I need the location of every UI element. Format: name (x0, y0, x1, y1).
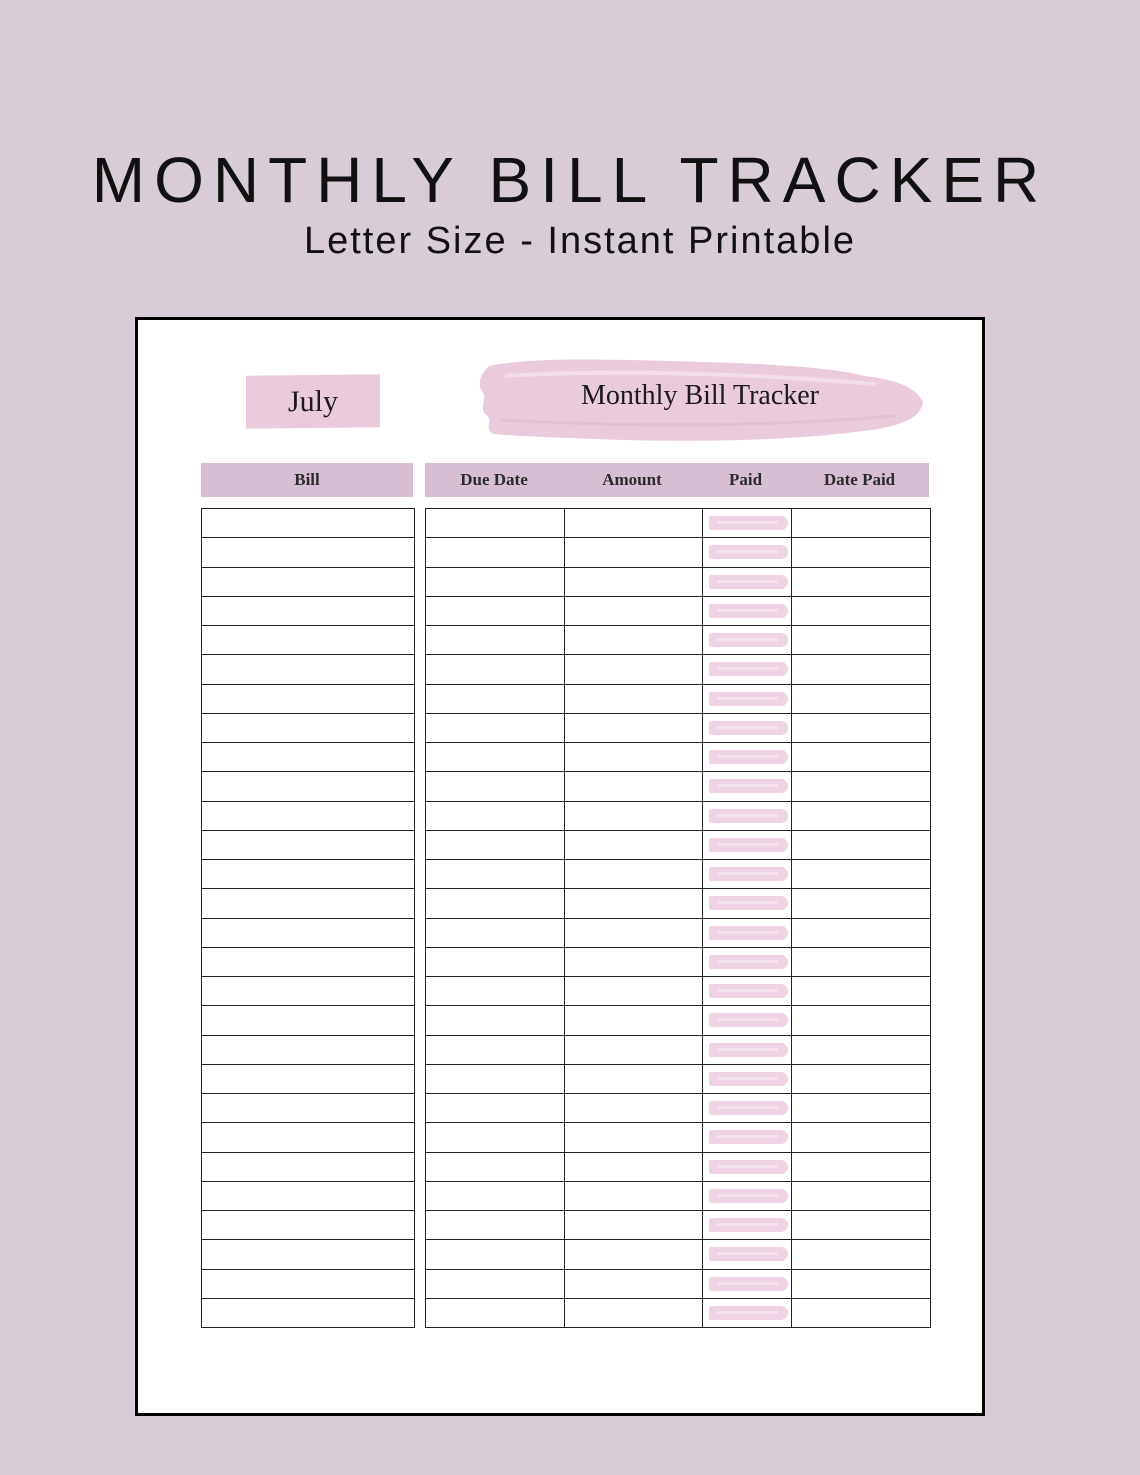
header-bill: Bill (294, 470, 320, 489)
paid-cell[interactable] (702, 538, 791, 566)
bill-cell[interactable] (202, 860, 414, 888)
details-table (425, 508, 931, 1328)
bill-cell[interactable] (202, 538, 414, 566)
paid-cell[interactable] (702, 626, 791, 654)
bill-row (202, 860, 414, 889)
bill-cell[interactable] (202, 1036, 414, 1064)
sheet-heading: Monthly Bill Tracker (580, 379, 819, 411)
detail-row (426, 772, 930, 801)
bill-cell[interactable] (202, 1182, 414, 1210)
amount-cell[interactable] (564, 538, 702, 566)
amount-cell[interactable] (564, 655, 702, 683)
bill-row (202, 1123, 414, 1152)
bill-cell[interactable] (202, 655, 414, 683)
bill-cell[interactable] (202, 948, 414, 976)
due-date-cell[interactable] (426, 538, 564, 566)
due-date-cell[interactable] (426, 1270, 564, 1298)
detail-row (426, 714, 930, 743)
date-paid-cell[interactable] (791, 509, 930, 537)
bill-cell[interactable] (202, 685, 414, 713)
paid-cell[interactable] (702, 509, 791, 537)
due-date-cell[interactable] (426, 1065, 564, 1093)
due-date-cell[interactable] (426, 1182, 564, 1210)
amount-cell[interactable] (564, 509, 702, 537)
date-paid-cell[interactable] (791, 1006, 930, 1034)
paid-brush-icon (709, 1043, 788, 1057)
bill-row (202, 1094, 414, 1123)
due-date-cell[interactable] (426, 597, 564, 625)
amount-cell[interactable] (564, 1211, 702, 1239)
amount-cell[interactable] (564, 831, 702, 859)
bill-row (202, 1240, 414, 1269)
paid-brush-icon (709, 1130, 788, 1144)
date-paid-cell[interactable] (791, 1182, 930, 1210)
details-header (425, 463, 929, 497)
detail-row (426, 597, 930, 626)
amount-cell[interactable] (564, 597, 702, 625)
due-date-cell[interactable] (426, 802, 564, 830)
detail-row (426, 1211, 930, 1240)
amount-cell[interactable] (564, 568, 702, 596)
paid-brush-icon (709, 1277, 788, 1291)
bill-cell[interactable] (202, 714, 414, 742)
bill-cell[interactable] (202, 1240, 414, 1268)
date-paid-cell[interactable] (791, 1153, 930, 1181)
paid-brush-icon (709, 955, 788, 969)
bill-cell[interactable] (202, 626, 414, 654)
paid-brush-icon (709, 1189, 788, 1203)
paid-cell[interactable] (702, 1094, 791, 1122)
paid-brush-icon (709, 1247, 788, 1261)
bill-cell[interactable] (202, 831, 414, 859)
amount-cell[interactable] (564, 919, 702, 947)
bill-cell[interactable] (202, 1211, 414, 1239)
bill-row (202, 1211, 414, 1240)
due-date-cell[interactable] (426, 1299, 564, 1327)
bill-row (202, 568, 414, 597)
paid-brush-icon (709, 1072, 788, 1086)
month-label (246, 374, 380, 428)
header-paid: Paid (728, 470, 763, 489)
detail-row (426, 831, 930, 860)
due-date-cell[interactable] (426, 714, 564, 742)
detail-row (426, 889, 930, 918)
date-paid-cell[interactable] (791, 919, 930, 947)
paid-cell[interactable] (702, 889, 791, 917)
amount-cell[interactable] (564, 1153, 702, 1181)
paid-cell[interactable] (702, 714, 791, 742)
bill-row (202, 1036, 414, 1065)
date-paid-cell[interactable] (791, 1065, 930, 1093)
bill-cell[interactable] (202, 1094, 414, 1122)
paid-cell[interactable] (702, 919, 791, 947)
detail-row (426, 568, 930, 597)
amount-cell[interactable] (564, 948, 702, 976)
amount-cell[interactable] (564, 743, 702, 771)
paid-cell[interactable] (702, 1270, 791, 1298)
bill-cell[interactable] (202, 1299, 414, 1327)
paid-cell[interactable] (702, 568, 791, 596)
detail-row (426, 977, 930, 1006)
bill-cell[interactable] (202, 802, 414, 830)
paid-cell[interactable] (702, 743, 791, 771)
header-date-paid: Date Paid (823, 470, 896, 489)
paid-brush-icon (709, 750, 788, 764)
bill-row (202, 1006, 414, 1035)
bill-cell[interactable] (202, 1065, 414, 1093)
bill-row (202, 1299, 414, 1328)
bill-row (202, 1065, 414, 1094)
detail-row (426, 1006, 930, 1035)
amount-cell[interactable] (564, 772, 702, 800)
amount-cell[interactable] (564, 714, 702, 742)
bill-row (202, 772, 414, 801)
paid-brush-icon (709, 926, 788, 940)
bill-row (202, 831, 414, 860)
detail-row (426, 626, 930, 655)
due-date-cell[interactable] (426, 655, 564, 683)
bill-row (202, 977, 414, 1006)
bill-cell[interactable] (202, 1153, 414, 1181)
detail-row (426, 1123, 930, 1152)
bill-cell[interactable] (202, 919, 414, 947)
due-date-cell[interactable] (426, 509, 564, 537)
date-paid-cell[interactable] (791, 1299, 930, 1327)
bill-row (202, 509, 414, 538)
detail-row (426, 1299, 930, 1328)
detail-row (426, 919, 930, 948)
bill-row (202, 685, 414, 714)
paid-cell[interactable] (702, 1299, 791, 1327)
date-paid-cell[interactable] (791, 1240, 930, 1268)
due-date-cell[interactable] (426, 948, 564, 976)
bill-header (201, 463, 413, 497)
paid-brush-icon (709, 779, 788, 793)
detail-row (426, 685, 930, 714)
due-date-cell[interactable] (426, 1036, 564, 1064)
paid-cell[interactable] (702, 1006, 791, 1034)
due-date-cell[interactable] (426, 889, 564, 917)
paid-brush-icon (709, 1013, 788, 1027)
amount-cell[interactable] (564, 1065, 702, 1093)
amount-cell[interactable] (564, 802, 702, 830)
detail-row (426, 1270, 930, 1299)
bill-row (202, 743, 414, 772)
paid-cell[interactable] (702, 802, 791, 830)
header-amount: Amount (602, 470, 662, 489)
detail-row (426, 802, 930, 831)
date-paid-cell[interactable] (791, 743, 930, 771)
amount-cell[interactable] (564, 626, 702, 654)
amount-cell[interactable] (564, 1094, 702, 1122)
bill-row (202, 1270, 414, 1299)
paid-cell[interactable] (702, 1240, 791, 1268)
due-date-cell[interactable] (426, 1240, 564, 1268)
paid-cell[interactable] (702, 948, 791, 976)
paid-brush-icon (709, 721, 788, 735)
date-paid-cell[interactable] (791, 948, 930, 976)
detail-row (426, 948, 930, 977)
month-text: July (287, 384, 338, 418)
amount-cell[interactable] (564, 1006, 702, 1034)
paid-brush-icon (709, 809, 788, 823)
paid-brush-icon (709, 896, 788, 910)
paid-brush-icon (709, 1160, 788, 1174)
bill-row (202, 655, 414, 684)
date-paid-cell[interactable] (791, 1036, 930, 1064)
due-date-cell[interactable] (426, 626, 564, 654)
paid-brush-icon (709, 545, 788, 559)
detail-row (426, 860, 930, 889)
amount-cell[interactable] (564, 977, 702, 1005)
paid-cell[interactable] (702, 655, 791, 683)
bill-row (202, 948, 414, 977)
bill-cell[interactable] (202, 1270, 414, 1298)
paid-cell[interactable] (702, 685, 791, 713)
bill-row (202, 714, 414, 743)
date-paid-cell[interactable] (791, 889, 930, 917)
date-paid-cell[interactable] (791, 714, 930, 742)
bill-row (202, 802, 414, 831)
paid-brush-icon (709, 1101, 788, 1115)
due-date-cell[interactable] (426, 977, 564, 1005)
detail-row (426, 1065, 930, 1094)
header-due-date: Due Date (460, 470, 528, 489)
bill-row (202, 1153, 414, 1182)
paid-cell[interactable] (702, 1036, 791, 1064)
paid-brush-icon (709, 604, 788, 618)
due-date-cell[interactable] (426, 772, 564, 800)
bill-cell[interactable] (202, 772, 414, 800)
amount-cell[interactable] (564, 889, 702, 917)
detail-row (426, 743, 930, 772)
date-paid-cell[interactable] (791, 802, 930, 830)
bill-row (202, 597, 414, 626)
due-date-cell[interactable] (426, 1211, 564, 1239)
date-paid-cell[interactable] (791, 685, 930, 713)
date-paid-cell[interactable] (791, 626, 930, 654)
amount-cell[interactable] (564, 685, 702, 713)
bill-cell[interactable] (202, 568, 414, 596)
due-date-cell[interactable] (426, 860, 564, 888)
paid-brush-icon (709, 867, 788, 881)
due-date-cell[interactable] (426, 685, 564, 713)
bill-cell[interactable] (202, 743, 414, 771)
paid-cell[interactable] (702, 1153, 791, 1181)
bill-cell[interactable] (202, 889, 414, 917)
due-date-cell[interactable] (426, 1123, 564, 1151)
due-date-cell[interactable] (426, 831, 564, 859)
due-date-cell[interactable] (426, 568, 564, 596)
paid-brush-icon (709, 662, 788, 676)
paid-cell[interactable] (702, 860, 791, 888)
paid-brush-icon (709, 1218, 788, 1232)
due-date-cell[interactable] (426, 1094, 564, 1122)
detail-row (426, 655, 930, 684)
bill-cell[interactable] (202, 597, 414, 625)
bill-row (202, 889, 414, 918)
date-paid-cell[interactable] (791, 568, 930, 596)
amount-cell[interactable] (564, 1270, 702, 1298)
amount-cell[interactable] (564, 1182, 702, 1210)
amount-cell[interactable] (564, 1036, 702, 1064)
heading-brush (475, 350, 925, 445)
date-paid-cell[interactable] (791, 1211, 930, 1239)
detail-row (426, 1094, 930, 1123)
paid-brush-icon (709, 984, 788, 998)
bill-row (202, 919, 414, 948)
due-date-cell[interactable] (426, 1006, 564, 1034)
paid-brush-icon (709, 633, 788, 647)
date-paid-cell[interactable] (791, 977, 930, 1005)
date-paid-cell[interactable] (791, 860, 930, 888)
bill-cell[interactable] (202, 1006, 414, 1034)
bill-cell[interactable] (202, 977, 414, 1005)
paid-brush-icon (709, 838, 788, 852)
banner-title: MONTHLY BILL TRACKER (91, 144, 1049, 216)
amount-cell[interactable] (564, 1299, 702, 1327)
detail-row (426, 509, 930, 538)
bill-cell[interactable] (202, 509, 414, 537)
banner-subtitle: Letter Size - Instant Printable (303, 220, 857, 262)
paid-cell[interactable] (702, 1065, 791, 1093)
detail-row (426, 538, 930, 567)
paid-brush-icon (709, 1306, 788, 1320)
bill-table (201, 508, 415, 1328)
tracker-sheet (135, 317, 985, 1416)
due-date-cell[interactable] (426, 919, 564, 947)
paid-cell[interactable] (702, 831, 791, 859)
bill-row (202, 538, 414, 567)
bill-row (202, 1182, 414, 1211)
date-paid-cell[interactable] (791, 772, 930, 800)
paid-cell[interactable] (702, 1123, 791, 1151)
paid-brush-icon (709, 575, 788, 589)
paid-brush-icon (709, 692, 788, 706)
detail-row (426, 1240, 930, 1269)
amount-cell[interactable] (564, 1123, 702, 1151)
date-paid-cell[interactable] (791, 538, 930, 566)
due-date-cell[interactable] (426, 743, 564, 771)
due-date-cell[interactable] (426, 1153, 564, 1181)
amount-cell[interactable] (564, 860, 702, 888)
date-paid-cell[interactable] (791, 597, 930, 625)
detail-row (426, 1182, 930, 1211)
detail-row (426, 1036, 930, 1065)
date-paid-cell[interactable] (791, 1123, 930, 1151)
paid-cell[interactable] (702, 772, 791, 800)
bill-row (202, 626, 414, 655)
date-paid-cell[interactable] (791, 1094, 930, 1122)
paid-cell[interactable] (702, 1211, 791, 1239)
detail-row (426, 1153, 930, 1182)
date-paid-cell[interactable] (791, 831, 930, 859)
paid-cell[interactable] (702, 1182, 791, 1210)
date-paid-cell[interactable] (791, 655, 930, 683)
bill-cell[interactable] (202, 1123, 414, 1151)
date-paid-cell[interactable] (791, 1270, 930, 1298)
amount-cell[interactable] (564, 1240, 702, 1268)
paid-brush-icon (709, 516, 788, 530)
paid-cell[interactable] (702, 597, 791, 625)
paid-cell[interactable] (702, 977, 791, 1005)
